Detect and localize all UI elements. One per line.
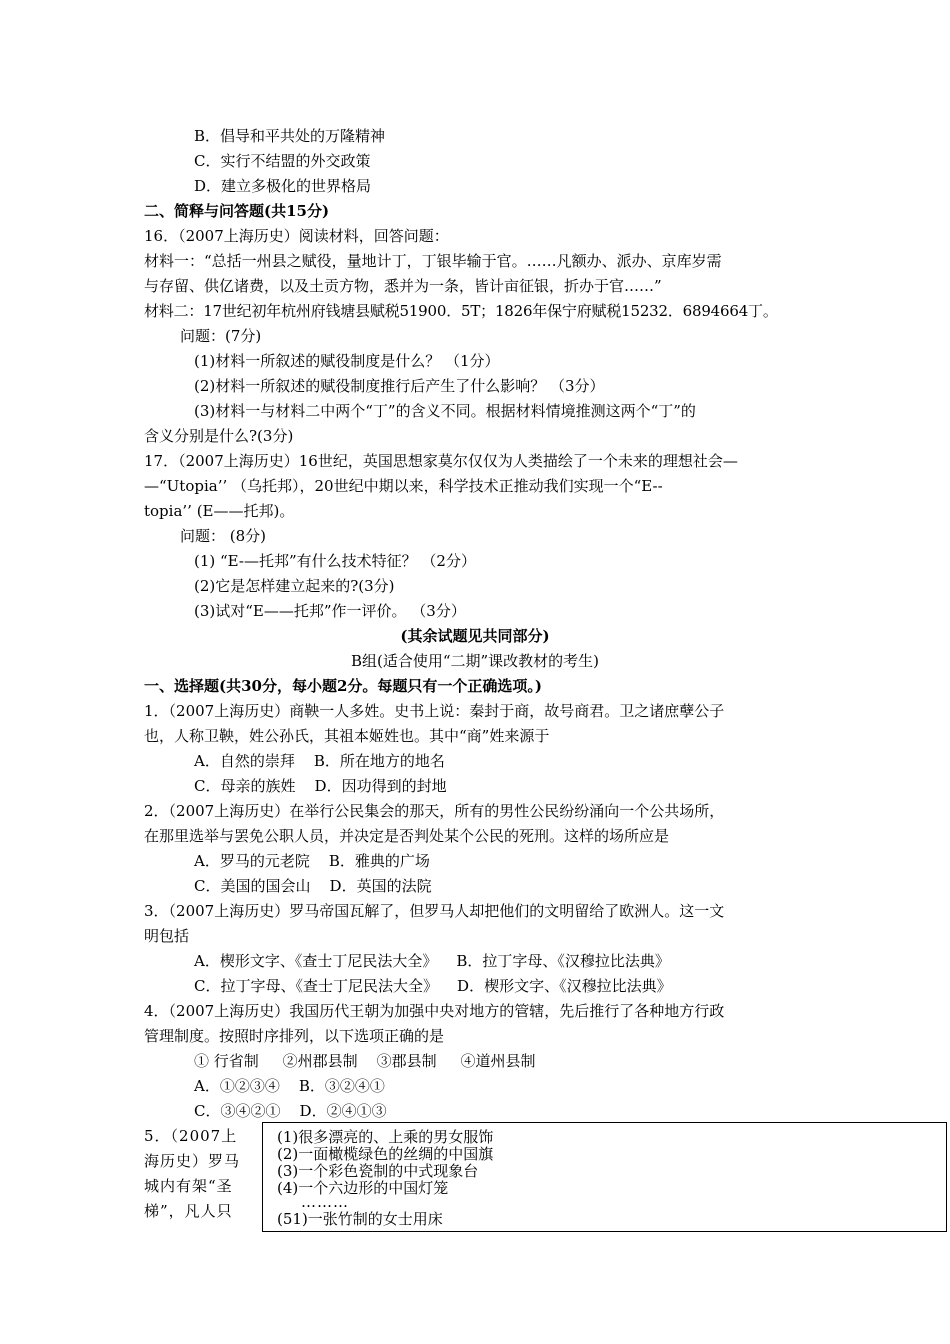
question-3-line2: 明包括 [144,927,190,945]
question-17-stem-line3: topia’’ (E——托邦)。 [144,502,295,520]
question-2-line1: 2．（2007上海历史）在举行公民集会的那天，所有的男性公民纷纷涌向一个公共场所， [144,802,725,820]
section-heading-multiple-choice: 一、选择题(共30分，每小题2分。每题只有一个正确选项。) [144,677,543,695]
group-b-title: B组(适合使用“二期”课改教材的考生) [350,652,600,670]
option-c-prev: C．实行不结盟的外交政策 [194,152,371,170]
question-3-options-ab: A．楔形文字、《查士丁尼民法大全》 B．拉丁字母、《汉穆拉比法典》 [194,952,670,970]
question-16-sub2: (2)材料一所叙述的赋役制度推行后产生了什么影响？ （3分） [194,377,605,395]
question-1-line2: 也，人称卫鞅，姓公孙氏，其祖本姬姓也。其中“商”姓来源于 [144,727,550,745]
question-2-line2: 在那里选举与罢免公职人员，并决定是否判处某个公民的死刑。这样的场所应是 [144,827,670,845]
box-item-4: (4)一个六边形的中国灯笼 [277,1179,449,1197]
question-5-line3: 城内有架“圣 [144,1177,233,1195]
question-4-options-cd: C．③④②① D．②④①③ [194,1102,387,1120]
question-16-material1-line2: 与存留、供亿诸费，以及土贡方物，悉并为一条，皆计亩征银，折办于官……” [144,277,662,295]
section-heading-short-answer: 二、简释与问答题(共15分) [144,202,330,220]
question-4-items: ① 行省制 ②州郡县制 ③郡县制 ④道州县制 [194,1052,536,1070]
question-16-sub3-line1: (3)材料一与材料二中两个“丁”的含义不同。根据材料情境推测这两个“丁”的 [194,402,696,420]
question-2-options-ab: A．罗马的元老院 B．雅典的广场 [194,852,430,870]
box-ellipsis: ……… [301,1193,349,1211]
question-4-line2: 管理制度。按照时序排列，以下选项正确的是 [144,1027,445,1045]
box-item-3: (3)一个彩色瓷制的中式现象台 [277,1162,479,1180]
question-1-options-cd: C．母亲的族姓 D．因功得到的封地 [194,777,447,795]
question-17-sub3: (3)试对“E——托邦”作一评价。 （3分） [194,602,466,620]
question-3-line1: 3．（2007上海历史）罗马帝国瓦解了，但罗马人却把他们的文明留给了欧洲人。这一文 [144,902,725,920]
question-17-sub2: (2)它是怎样建立起来的?(3分) [194,577,395,595]
question-4-line1: 4．（2007上海历史）我国历代王朝为加强中央对地方的管辖，先后推行了各种地方行政 [144,1002,725,1020]
question-5-line1: 5．（2007上 [144,1127,238,1145]
question-2-options-cd: C．美国的国会山 D．英国的法院 [194,877,432,895]
question-16-sub3-line2: 含义分别是什么?(3分) [144,427,294,445]
option-b-prev: B．倡导和平共处的万隆精神 [194,127,386,145]
question-16-stem: 16．（2007上海历史）阅读材料，回答问题： [144,227,449,245]
question-17-label: 问题： (8分) [180,527,267,545]
question-1-line1: 1．（2007上海历史）商鞅一人多姓。史书上说：秦封于商，故号商君。卫之诸庶孽公子 [144,702,725,720]
question-16-label: 问题：(7分) [180,327,262,345]
question-17-stem-line2: —“Utopia’’ （乌托邦），20世纪中期以来，科学技术正推动我们实现一个“E-- [144,477,663,495]
question-1-options-ab: A．自然的崇拜 B．所在地方的地名 [194,752,445,770]
question-5-line4: 梯”，凡人只 [144,1202,233,1220]
question-16-material1-line1: 材料一：“总括一州县之赋役，量地计丁，丁银毕输于官。……凡额办、派办、京库岁需 [144,252,722,270]
question-4-options-ab: A．①②③④ B．③②④① [194,1077,385,1095]
question-5-item-list-box [262,1122,947,1232]
question-16-material2: 材料二：17世纪初年杭州府钱塘县赋税51900．5T；1826年保宁府赋税15232．6894664丁。 [144,302,778,320]
question-17-stem-line1: 17．（2007上海历史）16世纪，英国思想家莫尔仅仅为人类描绘了一个未来的理想社会— [144,452,738,470]
question-16-sub1: (1)材料一所叙述的赋役制度是什么？ （1分） [194,352,500,370]
option-d-prev: D．建立多极化的世界格局 [194,177,372,195]
box-item-51: (51)一张竹制的女士用床 [277,1210,443,1228]
question-5-line2: 海历史）罗马 [144,1152,241,1170]
remaining-questions-note: (其余试题见共同部分) [400,627,550,645]
box-item-1: (1)很多漂亮的、上乘的男女服饰 [277,1128,494,1146]
box-item-2: (2)一面橄榄绿色的丝绸的中国旗 [277,1145,494,1163]
question-17-sub1: (1) “E-—托邦”有什么技术特征？ （2分） [194,552,476,570]
question-3-options-cd: C．拉丁字母、《查士丁尼民法大全》 D．楔形文字、《汉穆拉比法典》 [194,977,672,995]
